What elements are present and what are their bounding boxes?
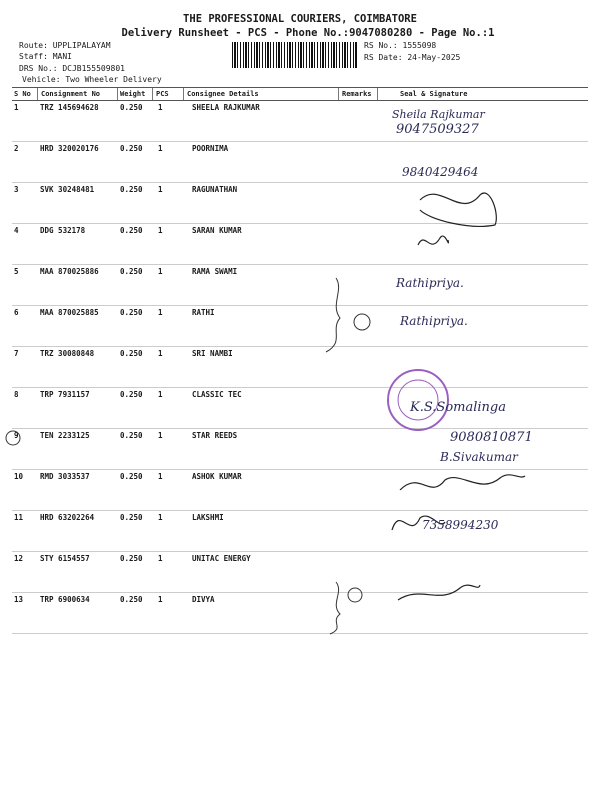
cell-pcs: 1 [158, 144, 163, 153]
header-weight: Weight [120, 90, 146, 98]
runsheet-subtitle: Delivery Runsheet - PCS - Phone No.:9047080280 - Page No.:1 [121, 27, 495, 39]
header-consignee: Consignee Details [187, 90, 259, 98]
cell-consignment: HRD 63202264 [40, 513, 95, 522]
header-remarks: Remarks [342, 90, 372, 98]
signature-1-phone: 9047509327 [396, 122, 479, 137]
cell-consignment: RMD 3033537 [40, 472, 90, 481]
signature-9-phone: 9080810871 [450, 430, 533, 445]
header-sno: S No [14, 90, 31, 98]
cell-consignee: SRI NAMBI [192, 349, 233, 358]
cell-consignee: RAMA SWAMI [192, 267, 238, 276]
cell-consignment: MAA 870025885 [40, 308, 99, 317]
company-title: THE PROFESSIONAL COURIERS, COIMBATORE [183, 13, 417, 25]
cell-weight: 0.250 [120, 103, 143, 112]
cell-sno: 1 [14, 103, 19, 112]
signature-scribble [398, 585, 480, 600]
cell-sno: 12 [14, 554, 24, 563]
cell-pcs: 1 [158, 267, 163, 276]
seal-signature-8: K.S.Somalinga [410, 400, 506, 415]
cell-consignment: HRD 320020176 [40, 144, 99, 153]
cell-consignee: LAKSHMI [192, 513, 224, 522]
signature-11-phone: 7358994230 [422, 518, 499, 532]
cell-weight: 0.250 [120, 308, 143, 317]
cell-weight: 0.250 [120, 185, 143, 194]
cell-pcs: 1 [158, 226, 163, 235]
cell-consignee: SARAN KUMAR [192, 226, 242, 235]
route-label: Route: UPPLIPALAYAM [19, 41, 111, 50]
staff-label: Staff: MANI [19, 52, 72, 61]
cell-pcs: 1 [158, 103, 163, 112]
cell-consignment: TRZ 30080848 [40, 349, 95, 358]
cell-consignee: STAR REEDS [192, 431, 238, 440]
cell-consignment: STY 6154557 [40, 554, 90, 563]
rs-number: RS No.: 1555098 [364, 41, 437, 50]
cell-sno: 5 [14, 267, 19, 276]
cell-consignment: TEN 2233125 [40, 431, 90, 440]
signature-5: Rathipriya. [396, 276, 464, 290]
cell-sno: 2 [14, 144, 19, 153]
cell-weight: 0.250 [120, 267, 143, 276]
cell-weight: 0.250 [120, 431, 143, 440]
cell-consignee: SHEELA RAJKUMAR [192, 103, 260, 112]
remarks-bracket [330, 582, 340, 634]
cell-sno: 9 [14, 431, 19, 440]
cell-pcs: 1 [158, 513, 163, 522]
cell-sno: 3 [14, 185, 19, 194]
remarks-bracket [326, 278, 340, 352]
cell-consignee: UNITAC ENERGY [192, 554, 251, 563]
header-pcs: PCS [156, 90, 169, 98]
cell-consignee: RATHI [192, 308, 215, 317]
cell-consignee: DIVYA [192, 595, 215, 604]
cell-sno: 8 [14, 390, 19, 399]
vehicle-label: Vehicle: Two Wheeler Delivery [22, 75, 162, 84]
signature-scribble [420, 193, 496, 226]
cell-weight: 0.250 [120, 513, 143, 522]
cell-pcs: 1 [158, 308, 163, 317]
cell-weight: 0.250 [120, 595, 143, 604]
cell-sno: 13 [14, 595, 24, 604]
signature-9-name: B.Sivakumar [440, 450, 518, 464]
cell-weight: 0.250 [120, 390, 143, 399]
cell-consignment: DDG 532178 [40, 226, 86, 235]
signature-scribble [400, 475, 525, 490]
signature-6: Rathipriya. [400, 314, 468, 328]
cell-pcs: 1 [158, 595, 163, 604]
cell-pcs: 1 [158, 349, 163, 358]
header-consignment: Consignment No [41, 90, 101, 98]
cell-consignment: SVK 30248481 [40, 185, 95, 194]
cell-weight: 0.250 [120, 554, 143, 563]
cell-sno: 10 [14, 472, 24, 481]
cell-weight: 0.250 [120, 226, 143, 235]
cell-sno: 4 [14, 226, 19, 235]
signature-scribble [418, 236, 448, 245]
cell-consignee: CLASSIC TEC [192, 390, 242, 399]
drs-number: DRS No.: DCJB155509801 [19, 64, 125, 73]
cell-consignee: ASHOK KUMAR [192, 472, 242, 481]
cell-pcs: 1 [158, 554, 163, 563]
cell-sno: 6 [14, 308, 19, 317]
cell-pcs: 1 [158, 390, 163, 399]
cell-consignment: TRZ 145694628 [40, 103, 99, 112]
cell-consignee: POORNIMA [192, 144, 229, 153]
sno-circle [6, 431, 20, 445]
cell-pcs: 1 [158, 185, 163, 194]
signature-1-name: Sheila Rajkumar [392, 108, 485, 121]
cell-weight: 0.250 [120, 144, 143, 153]
cell-weight: 0.250 [120, 472, 143, 481]
remarks-mark [348, 588, 362, 602]
signature-2-phone: 9840429464 [402, 165, 479, 179]
cell-consignment: MAA 870025886 [40, 267, 99, 276]
cell-consignee: RAGUNATHAN [192, 185, 238, 194]
rs-date: RS Date: 24-May-2025 [364, 53, 461, 62]
cell-sno: 11 [14, 513, 24, 522]
remarks-mark [354, 314, 370, 330]
cell-consignment: TRP 7931157 [40, 390, 90, 399]
cell-sno: 7 [14, 349, 19, 358]
cell-weight: 0.250 [120, 349, 143, 358]
cell-pcs: 1 [158, 431, 163, 440]
cell-pcs: 1 [158, 472, 163, 481]
header-signature: Seal & Signature [400, 90, 468, 98]
cell-consignment: TRP 6900634 [40, 595, 90, 604]
